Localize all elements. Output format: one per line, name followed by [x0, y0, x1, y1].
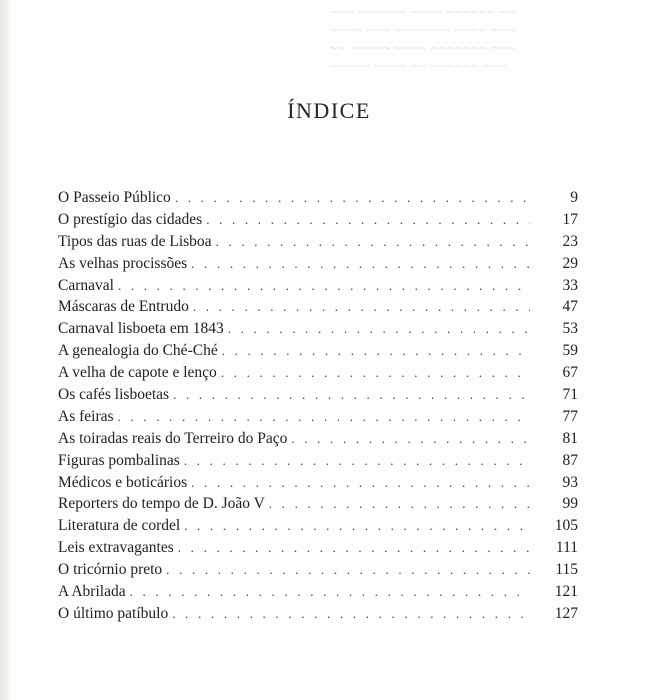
toc-entry	[58, 364, 578, 386]
dot-leader	[193, 299, 530, 315]
show-through-mark: ~~~~ ~~~ ~~~~~~~ ~~~~ ~~~	[330, 22, 516, 37]
dot-leader	[173, 387, 530, 403]
dot-leader	[118, 278, 530, 294]
toc-entry-page-number: 115	[555, 561, 578, 579]
index-title: ÍNDICE	[287, 98, 371, 123]
toc-entry	[58, 277, 578, 299]
dot-leader	[175, 190, 530, 206]
toc-entry-page-number: 29	[562, 254, 578, 272]
toc-entry	[58, 452, 578, 474]
dot-leader	[184, 453, 530, 469]
table-of-contents	[58, 189, 578, 627]
dot-leader	[184, 518, 530, 534]
toc-entry-title: Literatura de cordel	[58, 517, 181, 535]
toc-entry	[58, 189, 578, 211]
toc-entry-title: Carnaval lisboeta em 1843	[58, 320, 224, 338]
toc-entry	[58, 342, 578, 364]
toc-entry-title: Tipos das ruas de Lisboa	[58, 232, 212, 250]
toc-entry-page-number: 47	[562, 298, 578, 316]
toc-entry-title: O prestígio das cidades	[58, 210, 203, 228]
toc-entry-title: As toiradas reais do Terreiro do Paço	[58, 429, 288, 447]
toc-entry-title: O tricórnio preto	[58, 561, 163, 579]
dot-leader	[191, 256, 530, 272]
toc-entry-title: Figuras pombalinas	[58, 451, 180, 469]
toc-entry	[58, 233, 578, 255]
dot-leader	[221, 365, 530, 381]
toc-entry-page-number: 99	[562, 495, 578, 513]
toc-entry-title: A Abrilada	[58, 583, 126, 601]
dot-leader	[269, 496, 530, 512]
toc-entry-page-number: 105	[554, 517, 578, 535]
dot-leader	[166, 562, 530, 578]
toc-entry-title: Máscaras de Entrudo	[58, 298, 189, 316]
toc-entry-title: Carnaval	[58, 276, 114, 294]
dot-leader	[222, 343, 530, 359]
toc-entry-title: Reporters do tempo de D. João V	[58, 495, 265, 513]
toc-entry	[58, 211, 578, 233]
toc-entry	[58, 298, 578, 320]
toc-entry	[58, 495, 578, 517]
dot-leader	[191, 475, 530, 491]
toc-entry-page-number: 17	[562, 210, 578, 228]
toc-entry-title: As velhas procissões	[58, 254, 188, 272]
toc-entry-page-number: 93	[562, 473, 578, 491]
toc-entry-page-number: 77	[562, 407, 578, 425]
dot-leader	[130, 584, 530, 600]
toc-entry-title: O último patíbulo	[58, 604, 169, 622]
toc-entry	[58, 430, 578, 452]
toc-entry	[58, 386, 578, 408]
toc-entry-title: O Passeio Público	[58, 189, 171, 206]
toc-entry-title: Os cafés lisboetas	[58, 386, 170, 404]
toc-entry-page-number: 111	[555, 539, 578, 557]
toc-entry	[58, 255, 578, 277]
toc-entry-page-number: 33	[562, 276, 578, 294]
toc-entry-page-number: 23	[562, 232, 578, 250]
toc-entry-page-number: 71	[562, 386, 578, 404]
dot-leader	[216, 234, 530, 250]
toc-entry	[58, 539, 578, 561]
toc-entry-title: Médicos e boticários	[58, 473, 188, 491]
toc-entry-page-number: 81	[562, 429, 578, 447]
dot-leader	[118, 409, 530, 425]
toc-entry	[58, 517, 578, 539]
toc-entry-title: A velha de capote e lenço	[58, 364, 217, 382]
toc-entry	[58, 474, 578, 496]
toc-entry	[58, 561, 578, 583]
show-through-mark: ~~~ ~~~~~~ ~~~~ ~~~~~~ ~~	[330, 4, 516, 19]
toc-entry	[58, 583, 578, 605]
toc-entry-title: As feiras	[58, 407, 114, 425]
dot-leader	[206, 212, 530, 228]
toc-entry-title: A genealogia do Ché-Ché	[58, 342, 218, 360]
show-through-mark: ~~ ~~~~~ ~~~~ ~~~~~~~ ~~~	[330, 40, 516, 55]
toc-entry-title: Leis extravagantes	[58, 539, 174, 557]
dot-leader	[178, 540, 530, 556]
toc-entry-page-number: 127	[554, 604, 578, 622]
toc-entry-page-number: 9	[570, 189, 578, 206]
toc-entry-page-number: 121	[554, 583, 578, 601]
dot-leader	[172, 606, 530, 622]
dot-leader	[291, 431, 530, 447]
toc-entry	[58, 408, 578, 430]
toc-entry-page-number: 59	[562, 342, 578, 360]
toc-entry-page-number: 53	[562, 320, 578, 338]
show-through-mark: ~~~~~ ~~~~ ~~ ~~~~~~ ~~~	[330, 58, 508, 73]
toc-entry-page-number: 67	[562, 364, 578, 382]
toc-entry	[58, 605, 578, 627]
dot-leader	[228, 321, 530, 337]
toc-entry	[58, 320, 578, 342]
toc-entry-page-number: 87	[562, 451, 578, 469]
